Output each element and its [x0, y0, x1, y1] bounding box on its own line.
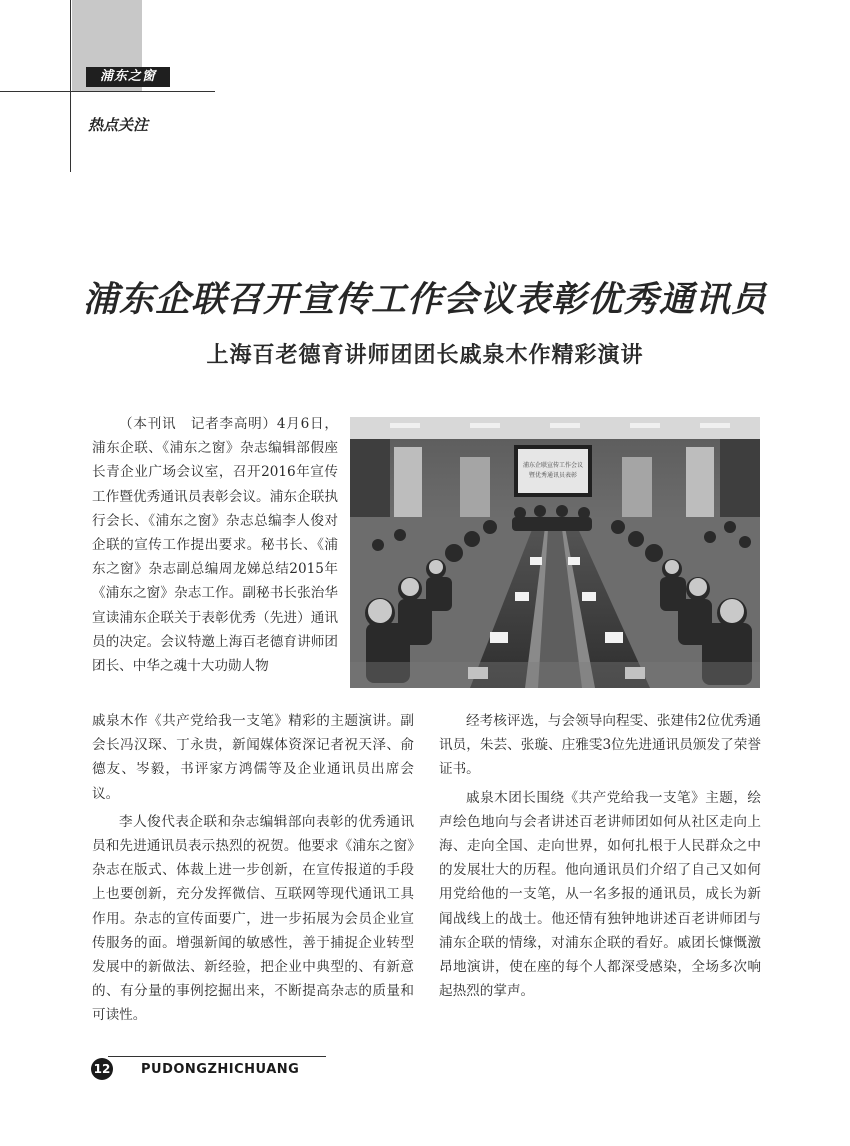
- article-headline: 浦东企联召开宣传工作会议表彰优秀通讯员: [82, 280, 767, 320]
- article-subheadline: 上海百老德育讲师团团长戚泉木作精彩演讲: [206, 343, 644, 368]
- section-label: 热点关注: [88, 116, 149, 134]
- paragraph: 戚泉木作《共产党给我一支笔》精彩的主题演讲。副会长冯汉琛、丁永贵，新闻媒体资深记者祝天泽、俞德友、岑毅，书评家方鸿儒等及企业通讯员出席会议。: [92, 713, 414, 802]
- paragraph: 戚泉木团长围绕《共产党给我一支笔》主题，绘声绘色地向与会者讲述百老讲师团如何从社区走向上海、走向全国、走向世界，如何扎根于人民群众之中的发展壮大的历程。他向通讯员们介绍了自己又如何用党给他的一支笔，从一名多报的通讯员，成长为新闻战线上的战士。他还情有独钟地讲述百老讲师团与浦东企联的情缘，对浦东企联的看好。戚团长慷慨激昂地演讲，使在座的每个人都深受感染，全场多次响起热烈的掌声。: [439, 789, 761, 1000]
- meeting-photo: [350, 417, 760, 688]
- paragraph: 经考核评选，与会领导向程雯、张建伟2位优秀通讯员，朱芸、张璇、庄雅雯3位先进通讯员颁发了荣誉证书。: [439, 713, 761, 778]
- header-horizontal-rule: [0, 91, 215, 92]
- left-column: [92, 709, 414, 1032]
- screen-text-1: 浦东企联宣传工作会议: [522, 462, 584, 469]
- article-intro: （本刊讯 记者李高明）4月6日，浦东企联、《浦东之窗》杂志编辑部假座长青企业广场会议室，召开2016年宣传工作暨优秀通讯员表彰会议。浦东企联执行会长、《浦东之窗》杂志总编李人俊对企联的宣传工作提出要求。秘书长、《浦东之窗》杂志副总编周龙娣总结2015年《浦东之窗》杂志工作。副秘书长张治华宣读浦东企联关于表彰优秀（先进）通讯员的决定。会议特邀上海百老德育讲师团团长、中华之魂十大功勋人物: [92, 416, 338, 675]
- page-number: 12: [91, 1058, 113, 1080]
- right-column: [439, 709, 761, 1007]
- magazine-name: PUDONGZHICHUANG: [141, 1062, 300, 1077]
- magazine-logo: 浦东之窗: [86, 67, 170, 87]
- header-vertical-rule: [70, 0, 71, 172]
- screen-text-2: 暨优秀通讯员表彰: [528, 472, 578, 479]
- footer-rule: [108, 1056, 326, 1057]
- meeting-photo-illustration: [350, 417, 760, 688]
- paragraph: 李人俊代表企联和杂志编辑部向表彰的优秀通讯员和先进通讯员表示热烈的祝贺。他要求《浦东之窗》杂志在版式、体裁上进一步创新，在宣传报道的手段上也要创新，充分发挥微信、互联网等现代通讯工具作用。杂志的宣传面要广，进一步拓展为会员企业宣传服务的面。增强新闻的敏感性，善于捕捉企业转型发展中的新做法、新经验，把企业中典型的、有新意的、有分量的事例挖掘出来，不断提高杂志的质量和可读性。: [92, 813, 414, 1024]
